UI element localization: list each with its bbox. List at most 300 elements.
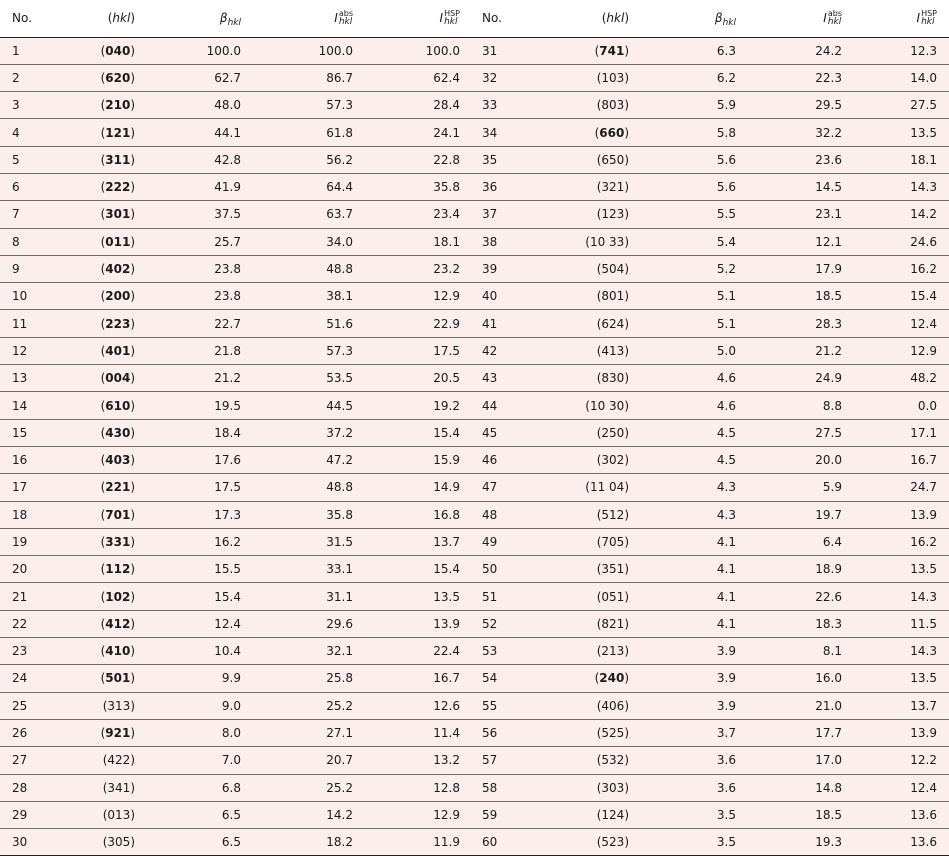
cell-no-right: 36: [472, 173, 554, 200]
table-row: [0, 337, 949, 364]
table-row: [0, 501, 949, 528]
cell-beta-right: 5.2: [641, 255, 748, 282]
cell-no-right: 39: [472, 255, 554, 282]
cell-no-right: 40: [472, 283, 554, 310]
cell-no: 16: [0, 446, 80, 473]
cell-no-right: 48: [472, 501, 554, 528]
header-iabs-right: I abs hkl: [748, 0, 854, 37]
cell-iabs-right: 18.9: [748, 556, 854, 583]
cell-iabs-right: 19.3: [748, 829, 854, 856]
cell-hkl-right: (123): [554, 201, 641, 228]
cell-iabs: 25.2: [253, 774, 365, 801]
table-row: [0, 228, 949, 255]
cell-hkl-right: (650): [554, 146, 641, 173]
cell-iabs-right: 32.2: [748, 119, 854, 146]
table-row: [0, 173, 949, 200]
header-no: No.: [0, 0, 80, 37]
cell-hkl: (401): [80, 337, 147, 364]
cell-hkl: (412): [80, 610, 147, 637]
cell-beta: 48.0: [147, 92, 253, 119]
cell-no: 8: [0, 228, 80, 255]
table-row: [0, 583, 949, 610]
cell-beta-right: 4.6: [641, 392, 748, 419]
cell-beta-right: 4.1: [641, 610, 748, 637]
cell-beta-right: 3.9: [641, 665, 748, 692]
cell-hkl-right: (624): [554, 310, 641, 337]
cell-hkl-right: (512): [554, 501, 641, 528]
cell-iabs-right: 24.2: [748, 37, 854, 64]
cell-ihsp-right: 16.7: [854, 446, 949, 473]
cell-beta-right: 3.6: [641, 774, 748, 801]
cell-iabs-right: 16.0: [748, 665, 854, 692]
cell-ihsp-right: 13.5: [854, 119, 949, 146]
cell-no-right: 55: [472, 692, 554, 719]
cell-no-right: 52: [472, 610, 554, 637]
cell-iabs: 53.5: [253, 365, 365, 392]
cell-beta: 17.6: [147, 446, 253, 473]
cell-hkl: (040): [80, 37, 147, 64]
cell-no: 3: [0, 92, 80, 119]
table-row: [0, 638, 949, 665]
cell-hkl: (121): [80, 119, 147, 146]
cell-hkl-right: (213): [554, 638, 641, 665]
cell-hkl: (102): [80, 583, 147, 610]
cell-iabs: 64.4: [253, 173, 365, 200]
cell-no: 13: [0, 365, 80, 392]
cell-iabs: 38.1: [253, 283, 365, 310]
table-row: [0, 528, 949, 555]
cell-iabs-right: 14.8: [748, 774, 854, 801]
cell-iabs: 34.0: [253, 228, 365, 255]
cell-beta-right: 3.7: [641, 719, 748, 746]
cell-no: 4: [0, 119, 80, 146]
cell-hkl: (331): [80, 528, 147, 555]
cell-hkl: (410): [80, 638, 147, 665]
cell-hkl: (341): [80, 774, 147, 801]
cell-hkl-right: (240): [554, 665, 641, 692]
cell-ihsp: 16.8: [365, 501, 472, 528]
cell-hkl: (422): [80, 747, 147, 774]
cell-hkl: (430): [80, 419, 147, 446]
cell-ihsp-right: 16.2: [854, 255, 949, 282]
cell-no-right: 47: [472, 474, 554, 501]
cell-no-right: 32: [472, 64, 554, 91]
cell-ihsp: 22.4: [365, 638, 472, 665]
cell-iabs: 57.3: [253, 92, 365, 119]
cell-ihsp: 13.5: [365, 583, 472, 610]
table-row: [0, 310, 949, 337]
table-row: [0, 119, 949, 146]
cell-beta: 6.5: [147, 829, 253, 856]
table-row: [0, 747, 949, 774]
cell-beta: 8.0: [147, 719, 253, 746]
cell-ihsp-right: 14.0: [854, 64, 949, 91]
table-row: [0, 719, 949, 746]
cell-iabs: 25.2: [253, 692, 365, 719]
header-ihsp: I HSP hkl: [365, 0, 472, 37]
cell-no: 19: [0, 528, 80, 555]
cell-iabs: 18.2: [253, 829, 365, 856]
cell-hkl: (311): [80, 146, 147, 173]
cell-iabs: 37.2: [253, 419, 365, 446]
cell-no-right: 44: [472, 392, 554, 419]
header-hkl-right: (hkl): [554, 0, 641, 37]
cell-iabs-right: 8.1: [748, 638, 854, 665]
cell-iabs-right: 5.9: [748, 474, 854, 501]
cell-hkl-right: (830): [554, 365, 641, 392]
header-iabs: I abs hkl: [253, 0, 365, 37]
cell-no: 23: [0, 638, 80, 665]
cell-beta: 10.4: [147, 638, 253, 665]
cell-iabs-right: 20.0: [748, 446, 854, 473]
cell-hkl: (223): [80, 310, 147, 337]
cell-iabs: 48.8: [253, 255, 365, 282]
cell-hkl-right: (525): [554, 719, 641, 746]
cell-iabs-right: 22.3: [748, 64, 854, 91]
cell-no: 29: [0, 801, 80, 828]
cell-beta: 6.8: [147, 774, 253, 801]
cell-beta: 9.0: [147, 692, 253, 719]
cell-no: 1: [0, 37, 80, 64]
cell-beta-right: 3.5: [641, 829, 748, 856]
cell-hkl-right: (302): [554, 446, 641, 473]
cell-beta: 21.2: [147, 365, 253, 392]
cell-beta-right: 5.5: [641, 201, 748, 228]
cell-beta: 21.8: [147, 337, 253, 364]
cell-beta-right: 4.1: [641, 583, 748, 610]
cell-iabs-right: 21.2: [748, 337, 854, 364]
cell-ihsp: 23.4: [365, 201, 472, 228]
cell-no-right: 33: [472, 92, 554, 119]
cell-hkl: (210): [80, 92, 147, 119]
cell-no-right: 54: [472, 665, 554, 692]
cell-beta: 18.4: [147, 419, 253, 446]
table-row: [0, 37, 949, 64]
cell-hkl-right: (051): [554, 583, 641, 610]
cell-iabs-right: 17.0: [748, 747, 854, 774]
cell-no: 10: [0, 283, 80, 310]
cell-iabs: 56.2: [253, 146, 365, 173]
cell-iabs: 14.2: [253, 801, 365, 828]
cell-hkl-right: (103): [554, 64, 641, 91]
cell-ihsp-right: 27.5: [854, 92, 949, 119]
cell-beta-right: 5.8: [641, 119, 748, 146]
cell-ihsp-right: 13.9: [854, 501, 949, 528]
cell-beta: 62.7: [147, 64, 253, 91]
cell-iabs: 31.1: [253, 583, 365, 610]
table-row: [0, 146, 949, 173]
table-row: [0, 392, 949, 419]
cell-no-right: 49: [472, 528, 554, 555]
cell-iabs: 57.3: [253, 337, 365, 364]
header-beta-right: $\beta_{hkl}$: [641, 0, 748, 37]
cell-iabs: 86.7: [253, 64, 365, 91]
cell-ihsp-right: 15.4: [854, 283, 949, 310]
cell-no-right: 50: [472, 556, 554, 583]
cell-hkl: (013): [80, 801, 147, 828]
cell-hkl: (011): [80, 228, 147, 255]
table-row: [0, 92, 949, 119]
table-row: [0, 64, 949, 91]
cell-no-right: 38: [472, 228, 554, 255]
cell-ihsp: 20.5: [365, 365, 472, 392]
cell-beta: 16.2: [147, 528, 253, 555]
table-row: [0, 665, 949, 692]
cell-no: 26: [0, 719, 80, 746]
cell-ihsp-right: 13.5: [854, 556, 949, 583]
cell-iabs-right: 17.7: [748, 719, 854, 746]
cell-ihsp: 13.2: [365, 747, 472, 774]
cell-hkl-right: (321): [554, 173, 641, 200]
cell-ihsp: 17.5: [365, 337, 472, 364]
cell-ihsp-right: 0.0: [854, 392, 949, 419]
cell-beta-right: 6.3: [641, 37, 748, 64]
table-row: [0, 774, 949, 801]
cell-no: 18: [0, 501, 80, 528]
cell-ihsp: 12.6: [365, 692, 472, 719]
cell-no-right: 41: [472, 310, 554, 337]
cell-iabs-right: 6.4: [748, 528, 854, 555]
cell-ihsp: 28.4: [365, 92, 472, 119]
cell-hkl-right: (303): [554, 774, 641, 801]
cell-ihsp-right: 12.4: [854, 774, 949, 801]
cell-hkl-right: (124): [554, 801, 641, 828]
cell-ihsp-right: 24.6: [854, 228, 949, 255]
header-ihsp-right: I HSP hkl: [854, 0, 949, 37]
cell-ihsp-right: 48.2: [854, 365, 949, 392]
cell-no-right: 57: [472, 747, 554, 774]
cell-beta: 9.9: [147, 665, 253, 692]
cell-hkl-right: (660): [554, 119, 641, 146]
table-row: [0, 556, 949, 583]
cell-beta: 6.5: [147, 801, 253, 828]
cell-ihsp-right: 14.2: [854, 201, 949, 228]
cell-iabs-right: 18.5: [748, 283, 854, 310]
cell-ihsp-right: 14.3: [854, 173, 949, 200]
cell-no-right: 34: [472, 119, 554, 146]
cell-iabs: 61.8: [253, 119, 365, 146]
table-row: [0, 474, 949, 501]
cell-beta: 22.7: [147, 310, 253, 337]
cell-no-right: 35: [472, 146, 554, 173]
cell-hkl: (305): [80, 829, 147, 856]
cell-beta: 23.8: [147, 255, 253, 282]
cell-hkl: (921): [80, 719, 147, 746]
cell-ihsp-right: 14.3: [854, 583, 949, 610]
cell-hkl-right: (821): [554, 610, 641, 637]
cell-beta: 42.8: [147, 146, 253, 173]
cell-no: 5: [0, 146, 80, 173]
cell-beta-right: 4.6: [641, 365, 748, 392]
cell-iabs: 63.7: [253, 201, 365, 228]
cell-iabs: 25.8: [253, 665, 365, 692]
cell-beta-right: 6.2: [641, 64, 748, 91]
cell-hkl-right: (532): [554, 747, 641, 774]
cell-no: 20: [0, 556, 80, 583]
cell-hkl-right: (413): [554, 337, 641, 364]
header-no-right: No.: [472, 0, 554, 37]
cell-ihsp-right: 13.6: [854, 801, 949, 828]
cell-no-right: 43: [472, 365, 554, 392]
cell-ihsp-right: 12.2: [854, 747, 949, 774]
cell-no: 9: [0, 255, 80, 282]
cell-iabs-right: 21.0: [748, 692, 854, 719]
cell-no: 15: [0, 419, 80, 446]
table-row: [0, 365, 949, 392]
cell-ihsp-right: 13.9: [854, 719, 949, 746]
table-row: [0, 201, 949, 228]
cell-hkl: (403): [80, 446, 147, 473]
table-row: [0, 283, 949, 310]
table-row: [0, 610, 949, 637]
cell-no-right: 56: [472, 719, 554, 746]
cell-beta-right: 3.9: [641, 638, 748, 665]
cell-no: 25: [0, 692, 80, 719]
cell-iabs: 20.7: [253, 747, 365, 774]
cell-beta: 17.5: [147, 474, 253, 501]
cell-iabs-right: 18.3: [748, 610, 854, 637]
cell-hkl: (112): [80, 556, 147, 583]
cell-iabs-right: 14.5: [748, 173, 854, 200]
cell-iabs-right: 17.9: [748, 255, 854, 282]
cell-iabs: 33.1: [253, 556, 365, 583]
cell-ihsp: 23.2: [365, 255, 472, 282]
cell-beta: 15.4: [147, 583, 253, 610]
cell-iabs-right: 8.8: [748, 392, 854, 419]
cell-hkl-right: (10 33): [554, 228, 641, 255]
cell-hkl-right: (741): [554, 37, 641, 64]
cell-beta-right: 4.5: [641, 446, 748, 473]
cell-no-right: 46: [472, 446, 554, 473]
cell-ihsp: 62.4: [365, 64, 472, 91]
cell-ihsp-right: 13.5: [854, 665, 949, 692]
cell-iabs: 29.6: [253, 610, 365, 637]
cell-no: 6: [0, 173, 80, 200]
cell-ihsp: 24.1: [365, 119, 472, 146]
cell-ihsp: 15.9: [365, 446, 472, 473]
cell-iabs-right: 22.6: [748, 583, 854, 610]
cell-hkl: (402): [80, 255, 147, 282]
header-beta: $\beta_{hkl}$: [147, 0, 253, 37]
cell-hkl: (221): [80, 474, 147, 501]
cell-ihsp: 11.4: [365, 719, 472, 746]
table-row: [0, 801, 949, 828]
cell-ihsp: 12.9: [365, 283, 472, 310]
header-row: [0, 0, 949, 37]
cell-ihsp-right: 12.4: [854, 310, 949, 337]
cell-beta-right: 4.1: [641, 528, 748, 555]
cell-no-right: 60: [472, 829, 554, 856]
cell-hkl: (313): [80, 692, 147, 719]
cell-iabs: 47.2: [253, 446, 365, 473]
cell-no: 28: [0, 774, 80, 801]
cell-no: 22: [0, 610, 80, 637]
cell-no-right: 58: [472, 774, 554, 801]
cell-beta-right: 3.5: [641, 801, 748, 828]
cell-beta: 44.1: [147, 119, 253, 146]
cell-ihsp-right: 13.6: [854, 829, 949, 856]
cell-beta-right: 5.4: [641, 228, 748, 255]
cell-ihsp: 13.7: [365, 528, 472, 555]
cell-beta: 25.7: [147, 228, 253, 255]
cell-iabs-right: 23.6: [748, 146, 854, 173]
cell-beta: 100.0: [147, 37, 253, 64]
cell-iabs: 51.6: [253, 310, 365, 337]
cell-iabs: 31.5: [253, 528, 365, 555]
cell-no: 2: [0, 64, 80, 91]
cell-iabs: 35.8: [253, 501, 365, 528]
cell-hkl: (222): [80, 173, 147, 200]
cell-beta-right: 4.1: [641, 556, 748, 583]
cell-hkl-right: (406): [554, 692, 641, 719]
cell-no-right: 51: [472, 583, 554, 610]
cell-iabs-right: 24.9: [748, 365, 854, 392]
cell-ihsp: 13.9: [365, 610, 472, 637]
cell-beta-right: 5.6: [641, 173, 748, 200]
header-hkl: (hkl): [80, 0, 147, 37]
cell-beta-right: 4.5: [641, 419, 748, 446]
cell-beta-right: 5.0: [641, 337, 748, 364]
cell-hkl-right: (250): [554, 419, 641, 446]
cell-iabs: 100.0: [253, 37, 365, 64]
cell-no: 27: [0, 747, 80, 774]
table-row: [0, 419, 949, 446]
cell-ihsp-right: 17.1: [854, 419, 949, 446]
cell-beta: 12.4: [147, 610, 253, 637]
cell-hkl-right: (801): [554, 283, 641, 310]
cell-iabs: 48.8: [253, 474, 365, 501]
cell-iabs: 44.5: [253, 392, 365, 419]
cell-beta: 15.5: [147, 556, 253, 583]
cell-ihsp: 22.9: [365, 310, 472, 337]
cell-no-right: 45: [472, 419, 554, 446]
cell-hkl-right: (803): [554, 92, 641, 119]
cell-hkl-right: (351): [554, 556, 641, 583]
cell-ihsp: 35.8: [365, 173, 472, 200]
cell-iabs-right: 18.5: [748, 801, 854, 828]
cell-no-right: 37: [472, 201, 554, 228]
cell-ihsp-right: 14.3: [854, 638, 949, 665]
cell-ihsp: 12.8: [365, 774, 472, 801]
cell-beta: 7.0: [147, 747, 253, 774]
cell-ihsp: 12.9: [365, 801, 472, 828]
cell-beta-right: 4.3: [641, 501, 748, 528]
cell-ihsp-right: 16.2: [854, 528, 949, 555]
cell-no: 24: [0, 665, 80, 692]
cell-beta-right: 5.6: [641, 146, 748, 173]
cell-iabs: 27.1: [253, 719, 365, 746]
cell-beta-right: 3.6: [641, 747, 748, 774]
cell-iabs-right: 19.7: [748, 501, 854, 528]
cell-hkl: (501): [80, 665, 147, 692]
cell-ihsp: 15.4: [365, 419, 472, 446]
cell-ihsp: 18.1: [365, 228, 472, 255]
cell-ihsp: 16.7: [365, 665, 472, 692]
cell-iabs-right: 29.5: [748, 92, 854, 119]
cell-ihsp: 19.2: [365, 392, 472, 419]
cell-iabs-right: 28.3: [748, 310, 854, 337]
cell-hkl-right: (10 30): [554, 392, 641, 419]
cell-beta-right: 5.9: [641, 92, 748, 119]
cell-ihsp-right: 18.1: [854, 146, 949, 173]
cell-hkl: (701): [80, 501, 147, 528]
table-row: [0, 446, 949, 473]
cell-beta-right: 3.9: [641, 692, 748, 719]
cell-hkl: (301): [80, 201, 147, 228]
cell-hkl-right: (523): [554, 829, 641, 856]
cell-hkl: (200): [80, 283, 147, 310]
cell-ihsp: 11.9: [365, 829, 472, 856]
